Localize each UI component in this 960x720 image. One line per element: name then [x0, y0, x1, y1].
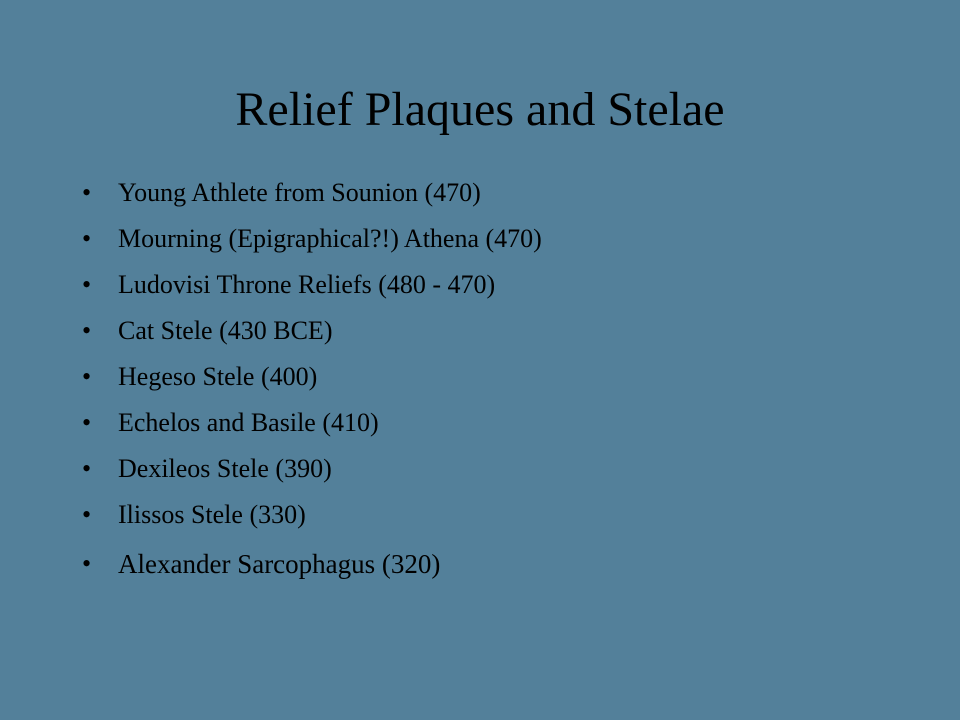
bullet-icon: •	[82, 362, 92, 391]
list-item	[80, 308, 900, 354]
bullet-icon: •	[82, 270, 92, 299]
bullet-icon: •	[82, 178, 92, 207]
bullet-icon: •	[82, 549, 92, 578]
list-item-text: Echelos and Basile (410)	[118, 408, 379, 437]
list-item-text: Ilissos Stele (330)	[118, 500, 306, 529]
list-item-text: Young Athlete from Sounion (470)	[118, 178, 481, 207]
list-item-text: Cat Stele (430 BCE)	[118, 316, 333, 345]
bullet-icon: •	[82, 500, 92, 529]
slide-title: Relief Plaques and Stelae	[235, 83, 725, 136]
bullet-icon: •	[82, 316, 92, 345]
list-item	[80, 400, 900, 446]
list-item	[80, 538, 900, 586]
list-item-text: Dexileos Stele (390)	[118, 454, 332, 483]
list-item	[80, 354, 900, 400]
list-item	[80, 170, 900, 216]
bullet-icon: •	[82, 408, 92, 437]
bullet-icon: •	[82, 454, 92, 483]
list-item-text: Mourning (Epigraphical?!) Athena (470)	[118, 224, 542, 253]
list-item	[80, 262, 900, 308]
list-item-text: Alexander Sarcophagus (320)	[118, 549, 441, 579]
list-item-text: Ludovisi Throne Reliefs (480 - 470)	[118, 270, 496, 299]
list-item-text: Hegeso Stele (400)	[118, 362, 318, 391]
list-item	[80, 446, 900, 492]
list-item	[80, 216, 900, 262]
bullet-icon: •	[82, 224, 92, 253]
list-item	[80, 492, 900, 538]
bullet-list	[80, 170, 900, 586]
